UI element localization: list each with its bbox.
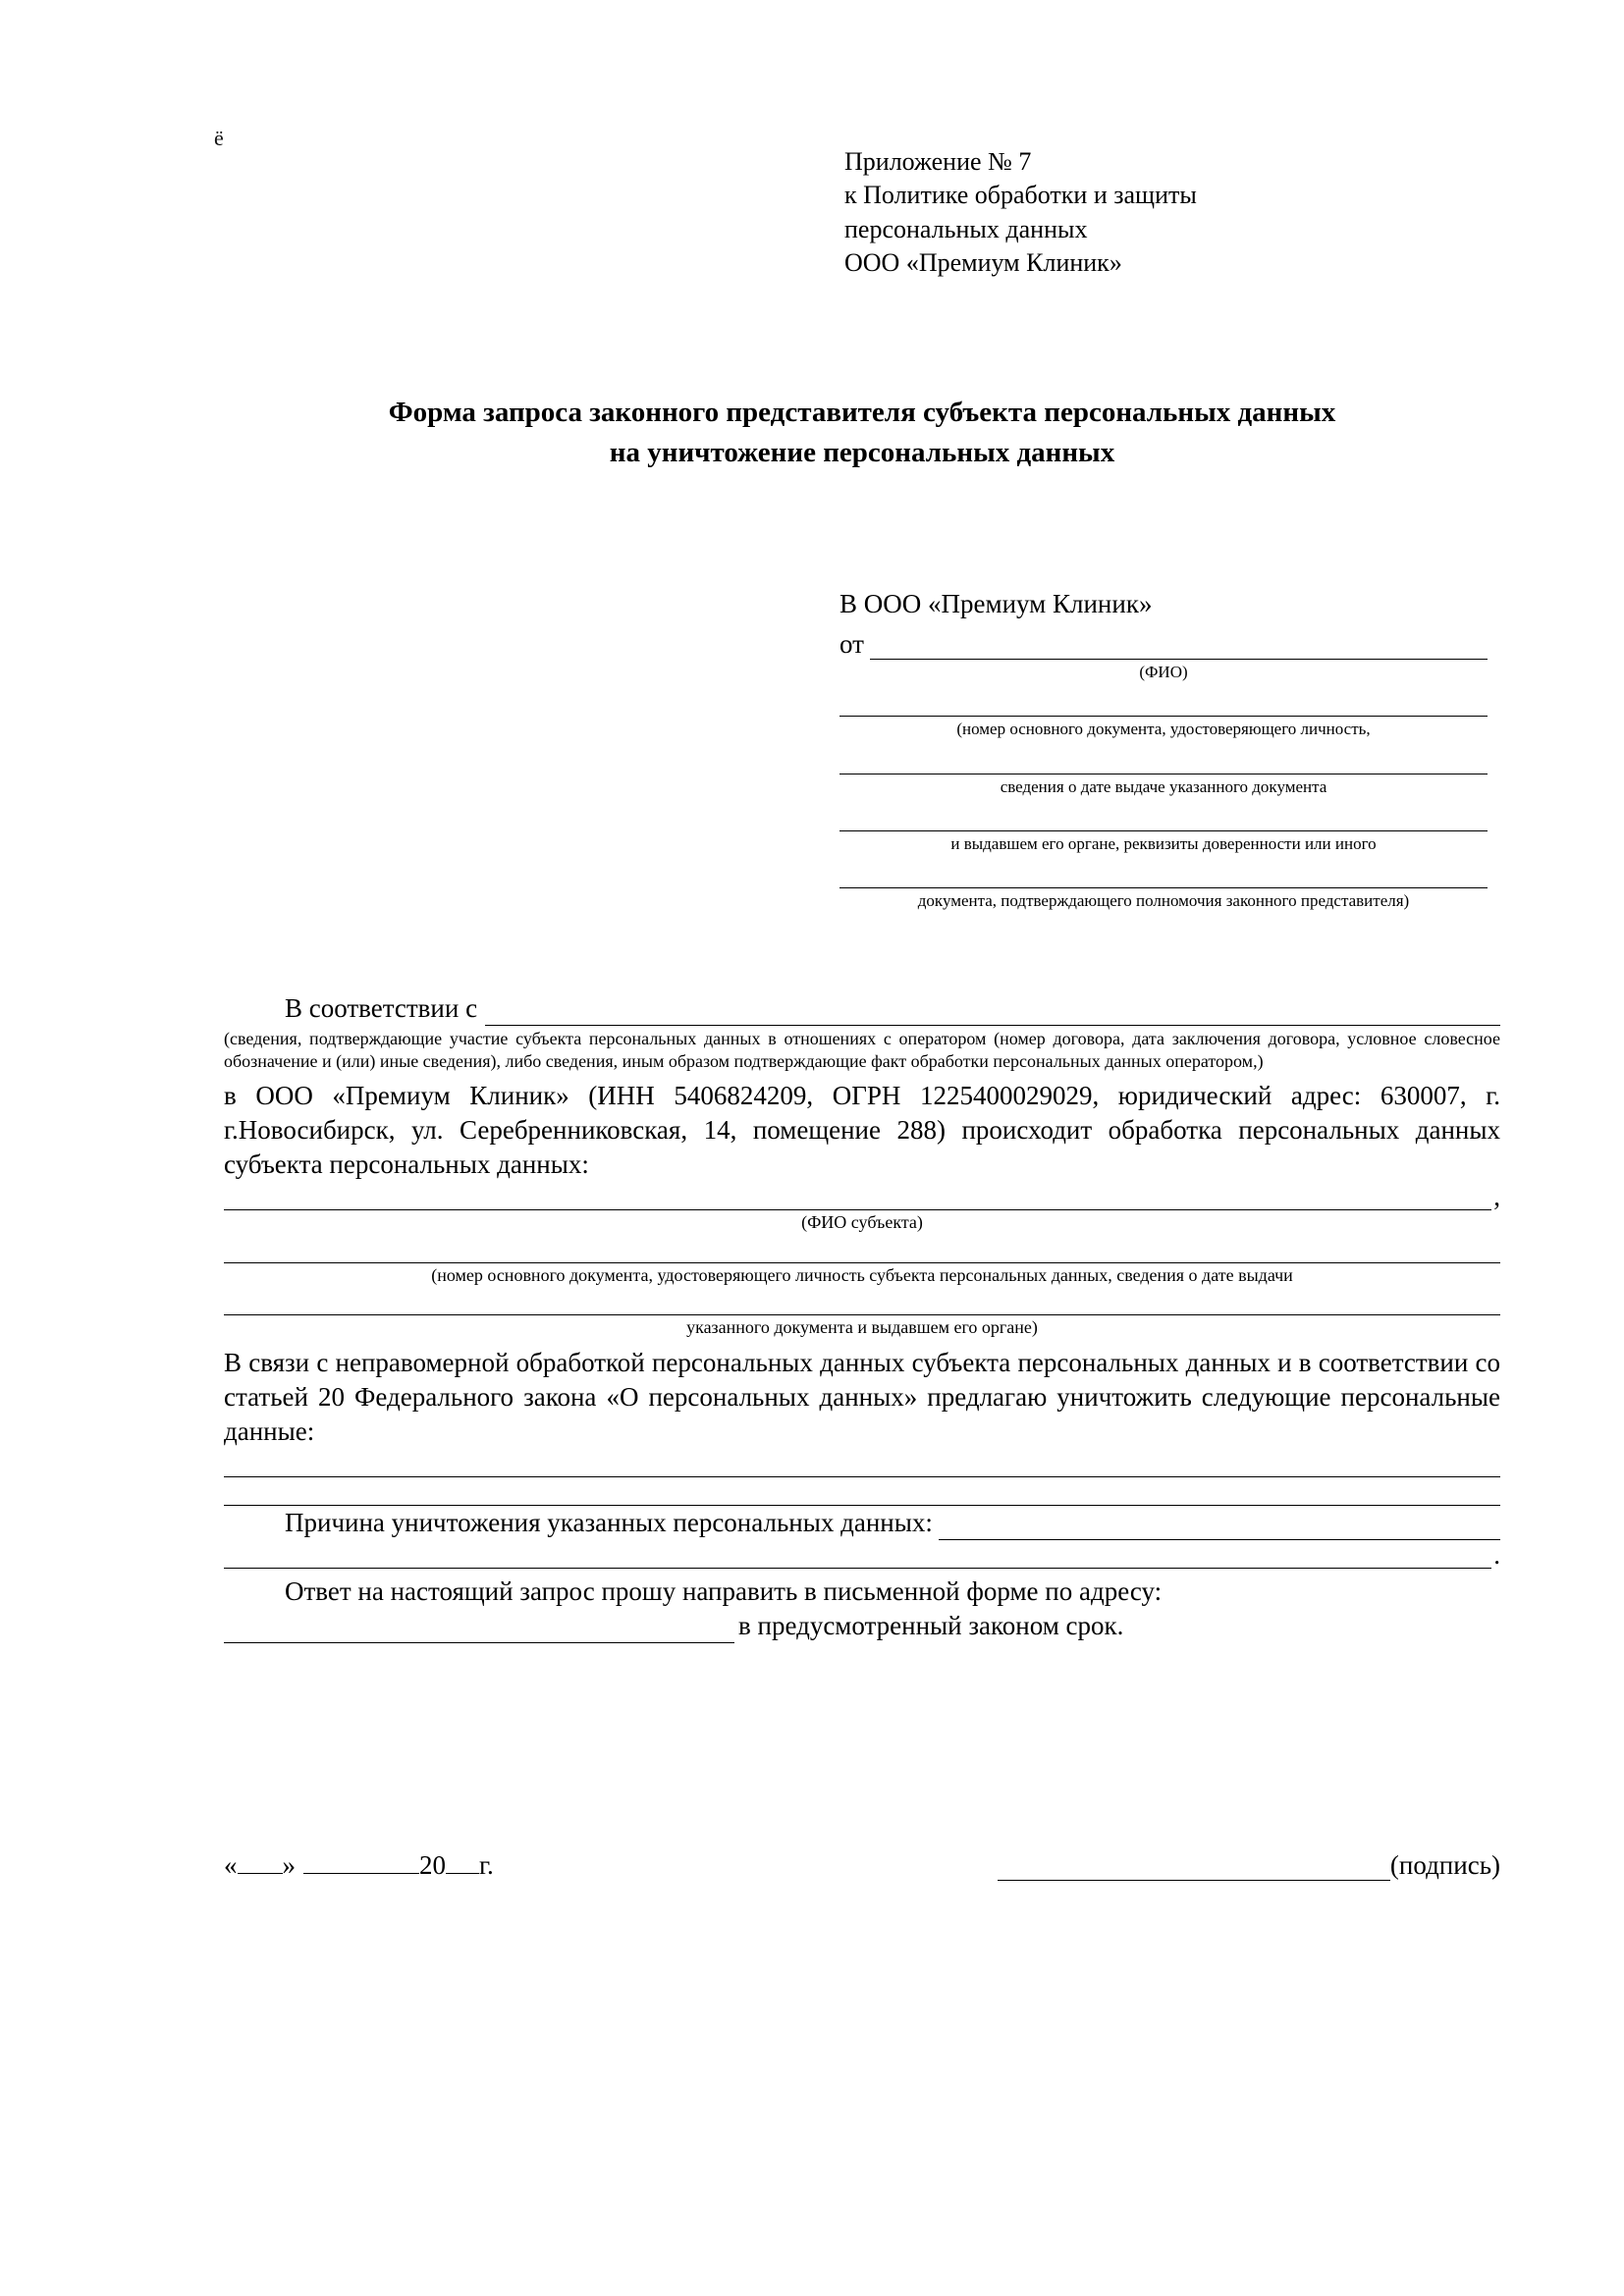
caption-doc-organ: и выдавшем его органе, реквизиты доверенности или иного [950,833,1377,853]
data-to-destroy-line-1[interactable] [224,1449,1500,1477]
header-line-4: ООО «Премиум Клиник» [844,247,1122,277]
date-quote-close: » [282,1850,296,1880]
reason-input-line[interactable] [939,1514,1500,1540]
caption-subject-doc: (номер основного документа, удостоверяющего личность субъекта персональных данных, сведения о дате выдачи [431,1264,1293,1285]
document-header [844,145,1473,280]
signature-field [998,1850,1500,1881]
caption-doc-number: (номер основного документа, удостоверяющего личность, [956,720,1371,739]
reason-row-2 [224,1540,1500,1569]
date-quote-open: « [224,1850,238,1880]
subject-doc-input-line-2[interactable] [224,1287,1500,1315]
doc-authority-input-line[interactable] [839,858,1488,888]
caption-fio: (ФИО) [1139,663,1188,681]
reason-row [224,1506,1500,1540]
doc-number-input-line[interactable] [839,686,1488,717]
date-year-blank[interactable] [446,1873,479,1874]
answer-address-input-line[interactable] [224,1617,734,1643]
header-line-3: персональных данных [844,214,1088,243]
signature-row [224,1850,1500,1881]
answer-address-tail: в предусмотренный законом срок. [738,1611,1124,1641]
doc-organ-group [839,801,1488,854]
reason-label: Причина уничтожения указанных персональных данных: [285,1507,933,1537]
fio-input-line[interactable] [870,633,1488,660]
addressee-block [839,589,1488,911]
data-to-destroy-line-2[interactable] [224,1477,1500,1506]
date-month-blank[interactable] [303,1873,419,1874]
from-row [839,629,1488,660]
doc-date-group [839,744,1488,797]
doc-number-group [839,686,1488,739]
title-line-2: на уничтожение персональных данных [609,437,1115,469]
answer-address-row [224,1609,1500,1643]
date-year-suffix: г. [479,1850,494,1880]
date-field[interactable] [224,1850,494,1881]
doc-organ-input-line[interactable] [839,801,1488,831]
addressee-to: В ООО «Премиум Клиник» [839,589,1153,618]
subject-fio-comma: , [1493,1182,1500,1212]
caption-subject-fio: (ФИО субъекта) [801,1212,923,1233]
signature-caption: (подпись) [1389,1850,1500,1880]
caption-subject-doc-2: указанного документа и выдавшем его органе) [686,1317,1038,1338]
subject-fio-row [224,1182,1500,1210]
in-accordance-row [224,991,1500,1026]
doc-date-input-line[interactable] [839,744,1488,774]
document-body [224,991,1500,1643]
in-accordance-input-line[interactable] [485,999,1500,1026]
request-paragraph: В связи с неправомерной обработкой персональных данных субъекта персональных данных и в соответствии со статьей 20 Федерального закона «О персональных данных» предлагаю уничтожить следующие персональные данные: [224,1347,1500,1446]
header-line-1: Приложение № 7 [844,147,1032,176]
operator-paragraph: в ООО «Премиум Клиник» (ИНН 5406824209, ОГРН 1225400029029, юридический адрес: 630007, г. г.Новосибирск, ул. Серебренниковская, 14, помещение 288) происходит обработка персональных данных субъекта персональных данных: [224,1081,1500,1180]
in-accordance-label: В соответствии с [285,993,478,1023]
date-year: 20 [419,1850,446,1880]
subject-doc-input-line[interactable] [224,1235,1500,1263]
answer-paragraph: Ответ на настоящий запрос прошу направить в письменной форме по адресу: [285,1575,1163,1606]
from-label: от [839,629,864,659]
caption-doc-authority: документа, подтверждающего полномочия законного представителя) [917,891,1410,910]
header-line-2: к Политике обработки и защиты [844,181,1197,210]
signature-input-line[interactable] [998,1854,1390,1881]
in-accordance-note: (сведения, подтверждающие участие субъекта персональных данных в отношениях с оператором (номер договора, дата заключения договора, условное словесное обозначение и (или) иные сведения), либо сведения, иным образом подтверждающие факт обработки персональных данных оператором,) [224,1029,1500,1072]
reason-period: . [1493,1539,1500,1570]
title-line-1: Форма запроса законного представителя субъекта персональных данных [388,397,1336,428]
caption-doc-date: сведения о дате выдаче указанного документа [1000,776,1327,796]
reason-input-line-2[interactable] [224,1540,1491,1569]
stray-mark: ё [214,126,224,150]
doc-authority-group [839,858,1488,911]
page-title [224,393,1500,473]
subject-fio-input-line[interactable] [224,1182,1491,1210]
date-day-blank[interactable] [238,1873,283,1874]
